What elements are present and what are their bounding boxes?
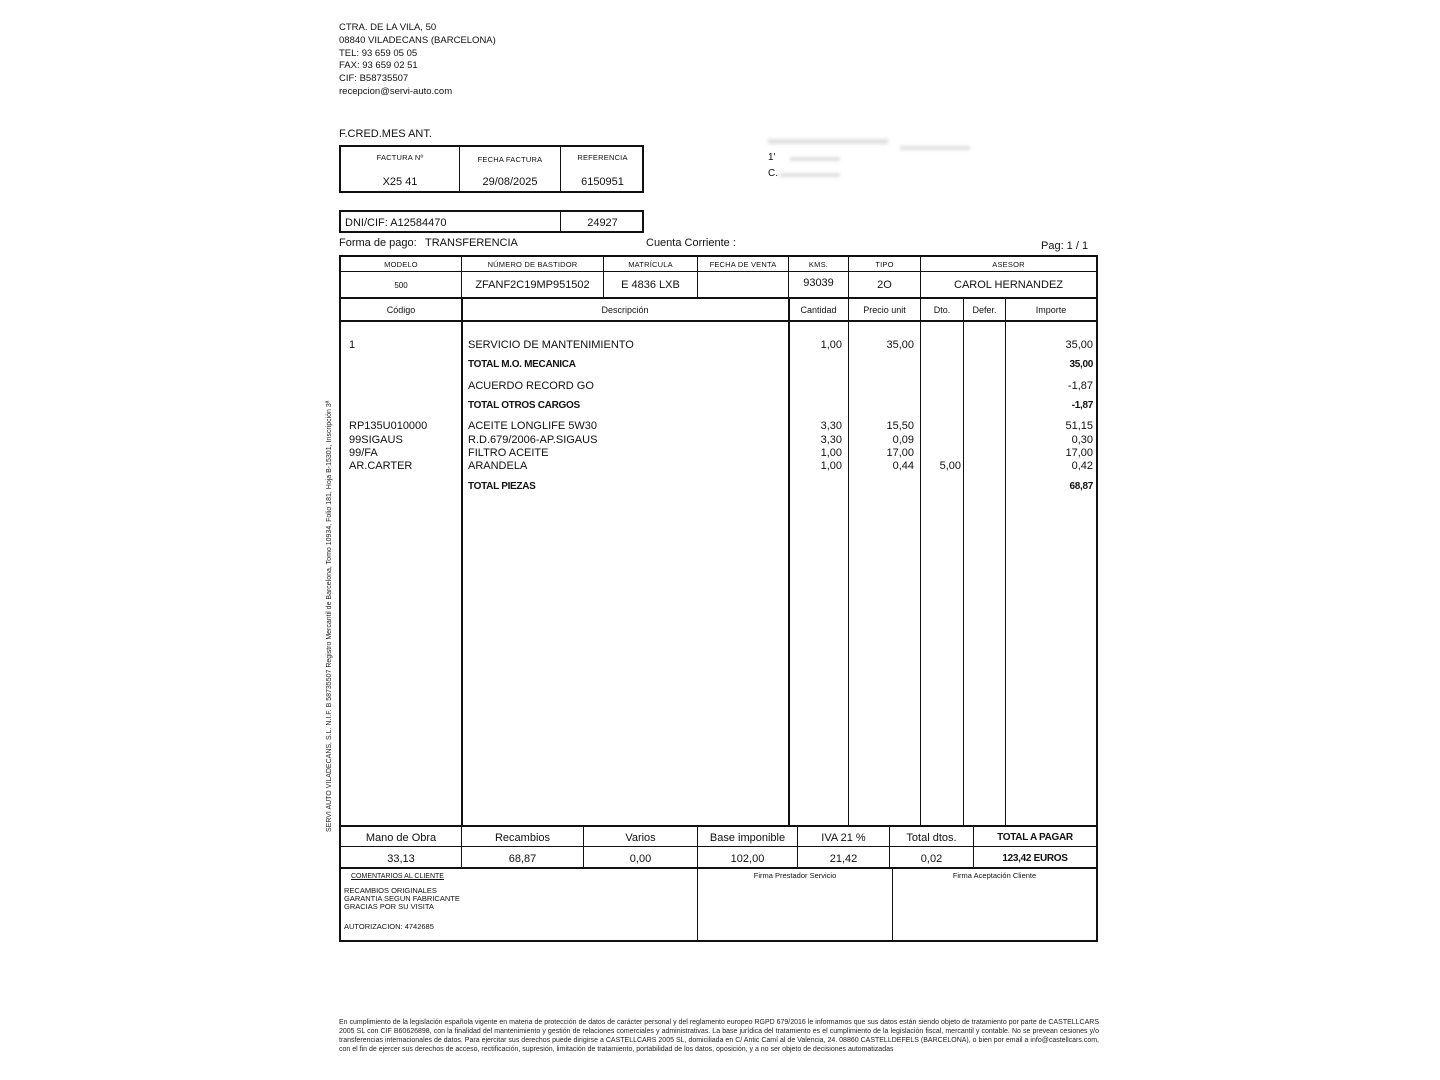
line-codigo: AR.CARTER: [349, 460, 413, 472]
legal-notice: En cumplimiento de la legislación española vigente en materia de protección de datos de carácter personal y del reglamento europeo RGPD 679/2016 le informamos que sus datos están siendo objeto de tratamiento por parte de CASTELLCARS 2005 SL con CIF B60626898, con la finalidad del mantenimiento y gestión de relaciones comerciales y administrativas. La base jurídica del tratamiento es el cumplimiento de la legislación fiscal, mercantil y contable. No se prevean cesiones y/o transferencias internacionales de datos. Para ejercitar sus derechos puede dirigirse a CASTELLCARS 2005 SL, domiciliada en C/ Antic Camí al de Valencia, 24. 08860 CASTELLDEFELS (BARCELONA), o bien por email a info@castellcars.com, con el fin de ejercer sus derechos de acceso, rectificación, supresión, limitación de tratamiento, portabilidad de los datos, oposición, y a no ser objeto de decisiones automatizadas: [339, 1019, 1099, 1053]
client-signature-label: Firma Aceptación Cliente: [952, 871, 1037, 880]
invoice-date: 29/08/2025: [482, 176, 538, 188]
bank-account-label: Cuenta Corriente :: [646, 237, 736, 249]
vat-value: 21,42: [829, 853, 858, 865]
col-header-importe: Importe: [1035, 305, 1067, 315]
line-cantidad: 1,00: [820, 460, 842, 472]
client-line-1: 1': [768, 152, 776, 163]
line-precio: 0,09: [892, 434, 914, 446]
misc-value: 0,00: [629, 853, 652, 865]
company-address: [339, 22, 496, 99]
client-code: 24927: [587, 217, 618, 229]
invoice-number-header: FACTURA Nº: [376, 153, 424, 162]
advisor-value: CAROL HERNANDEZ: [954, 279, 1063, 291]
comments-title: COMENTARIOS AL CLIENTE: [351, 873, 444, 880]
lines-table: [339, 297, 1098, 827]
payment-method-label: Forma de pago:: [339, 237, 417, 249]
tax-base-header: Base imponible: [709, 832, 786, 844]
totals-box: [339, 825, 1098, 869]
redacted-client-detail: [900, 146, 970, 150]
redacted-client-address: [790, 157, 840, 161]
model-header: MODELO: [384, 260, 418, 269]
line-dto: 5,00: [939, 460, 961, 472]
line-desc: ACUERDO RECORD GO: [468, 380, 594, 392]
sale-date-header: FECHA DE VENTA: [709, 260, 777, 269]
company-cif: CIF: B58735507: [339, 73, 409, 85]
parts-header: Recambios: [494, 832, 551, 844]
line-importe: 0,42: [1071, 460, 1093, 472]
line-desc: SERVICIO DE MANTENIMIENTO: [468, 339, 634, 351]
discount-total-value: 0,02: [920, 853, 943, 865]
vat-header: IVA 21 %: [821, 832, 866, 844]
line-importe: 51,15: [1065, 420, 1093, 432]
line-importe: 17,00: [1065, 447, 1093, 459]
parts-value: 68,87: [508, 853, 537, 865]
line-desc: ACEITE LONGLIFE 5W30: [468, 420, 597, 432]
line-codigo: RP135U010000: [349, 420, 428, 432]
line-cantidad: 3,30: [820, 420, 842, 432]
line-desc: R.D.679/2006-AP.SIGAUS: [468, 434, 598, 446]
comment-line: RECAMBIOS ORIGINALES: [344, 886, 437, 895]
line-desc: TOTAL M.O. MECANICA: [468, 359, 576, 370]
line-desc: TOTAL PIEZAS: [468, 481, 536, 492]
line-importe: -1,87: [1067, 380, 1093, 392]
address-line-2: 08840 VILADECANS (BARCELONA): [339, 34, 496, 46]
total-to-pay-value: 123,42 EUROS: [1002, 853, 1068, 864]
line-importe: 35,00: [1069, 359, 1093, 370]
kms-header: KMS.: [808, 260, 829, 269]
col-header-defer: Defer.: [972, 305, 997, 315]
line-codigo: 99SIGAUS: [349, 434, 403, 446]
line-precio: 0,44: [892, 460, 914, 472]
company-fax: FAX: 93 659 02 51: [339, 60, 418, 72]
line-cantidad: 1,00: [820, 339, 842, 351]
col-header-descripcion: Descripción: [601, 305, 649, 315]
provider-signature-label: Firma Prestador Servicio: [753, 871, 837, 880]
line-importe: -1,87: [1071, 400, 1093, 411]
reference-number: 6150951: [581, 176, 624, 188]
document-type: F.CRED.MES ANT.: [339, 128, 432, 140]
line-desc: TOTAL OTROS CARGOS: [468, 400, 580, 411]
reference-header: REFERENCIA: [577, 153, 628, 162]
line-cantidad: 3,30: [820, 434, 842, 446]
misc-header: Varios: [625, 832, 656, 844]
total-to-pay-header: TOTAL A PAGAR: [997, 832, 1073, 843]
type-header: TIPO: [875, 260, 894, 269]
line-precio: 15,50: [886, 420, 914, 432]
client-line-2: C.: [768, 168, 778, 179]
authorization: AUTORIZACION: 4742685: [344, 922, 434, 931]
model-value: 500: [394, 281, 408, 290]
comment-line: GRACIAS POR SU VISITA: [344, 902, 434, 912]
line-cantidad: 1,00: [820, 447, 842, 459]
vehicle-box: [339, 255, 1098, 299]
invoice-number: X25 41: [382, 176, 418, 188]
col-header-codigo: Código: [386, 305, 416, 315]
chassis-value: ZFANF2C19MP951502: [475, 279, 590, 291]
invoice-box: [339, 145, 644, 193]
type-value: 2O: [877, 279, 892, 291]
line-codigo: 99/FA: [349, 447, 378, 459]
dni-box: [339, 210, 644, 233]
page-number: Pag: 1 / 1: [1041, 240, 1089, 252]
company-email: recepcion@servi-auto.com: [339, 85, 453, 97]
comments-list: [344, 887, 460, 912]
labor-header: Mano de Obra: [365, 832, 437, 844]
line-precio: 17,00: [886, 447, 914, 459]
advisor-header: ASESOR: [992, 260, 1025, 269]
redacted-client-name: [768, 139, 888, 144]
plate-value: E 4836 LXB: [621, 279, 680, 291]
payment-method-value: TRANSFERENCIA: [425, 237, 518, 249]
line-codigo: 1: [349, 339, 356, 351]
col-header-cantidad: Cantidad: [800, 305, 837, 315]
line-desc: ARANDELA: [468, 460, 528, 472]
company-tel: TEL: 93 659 05 05: [339, 47, 418, 59]
comment-line: GARANTIA SEGUN FABRICANTE: [344, 894, 460, 904]
col-header-dto: Dto.: [933, 305, 951, 315]
col-header-precio: Precio unit: [863, 305, 906, 315]
labor-value: 33,13: [387, 853, 415, 865]
address-line-1: CTRA. DE LA VILA, 50: [339, 22, 437, 33]
registry-side-text: SERVI AUTO VILADECANS, S.L. N.I.F. B 58735507 Registro Mercantil de Barcelona, Tomo 10934, Folio 181, Hoja B-15301, Inscripción 3ª: [326, 400, 333, 832]
redacted-client-city: [780, 173, 840, 177]
chassis-header: NÚMERO DE BASTIDOR: [487, 260, 578, 269]
tax-base-value: 102,00: [730, 853, 765, 865]
plate-header: MATRÍCULA: [628, 260, 673, 269]
line-importe: 68,87: [1069, 481, 1093, 492]
invoice-date-header: FECHA FACTURA: [477, 155, 543, 164]
line-importe: 0,30: [1071, 434, 1093, 446]
discount-total-header: Total dtos.: [906, 832, 957, 844]
line-desc: FILTRO ACEITE: [468, 447, 549, 459]
comments-signature-box: [339, 867, 1098, 942]
line-precio: 35,00: [886, 339, 914, 351]
line-importe: 35,00: [1065, 339, 1093, 351]
kms-value: 93039: [803, 277, 834, 289]
client-dni: DNI/CIF: A12584470: [345, 217, 447, 229]
